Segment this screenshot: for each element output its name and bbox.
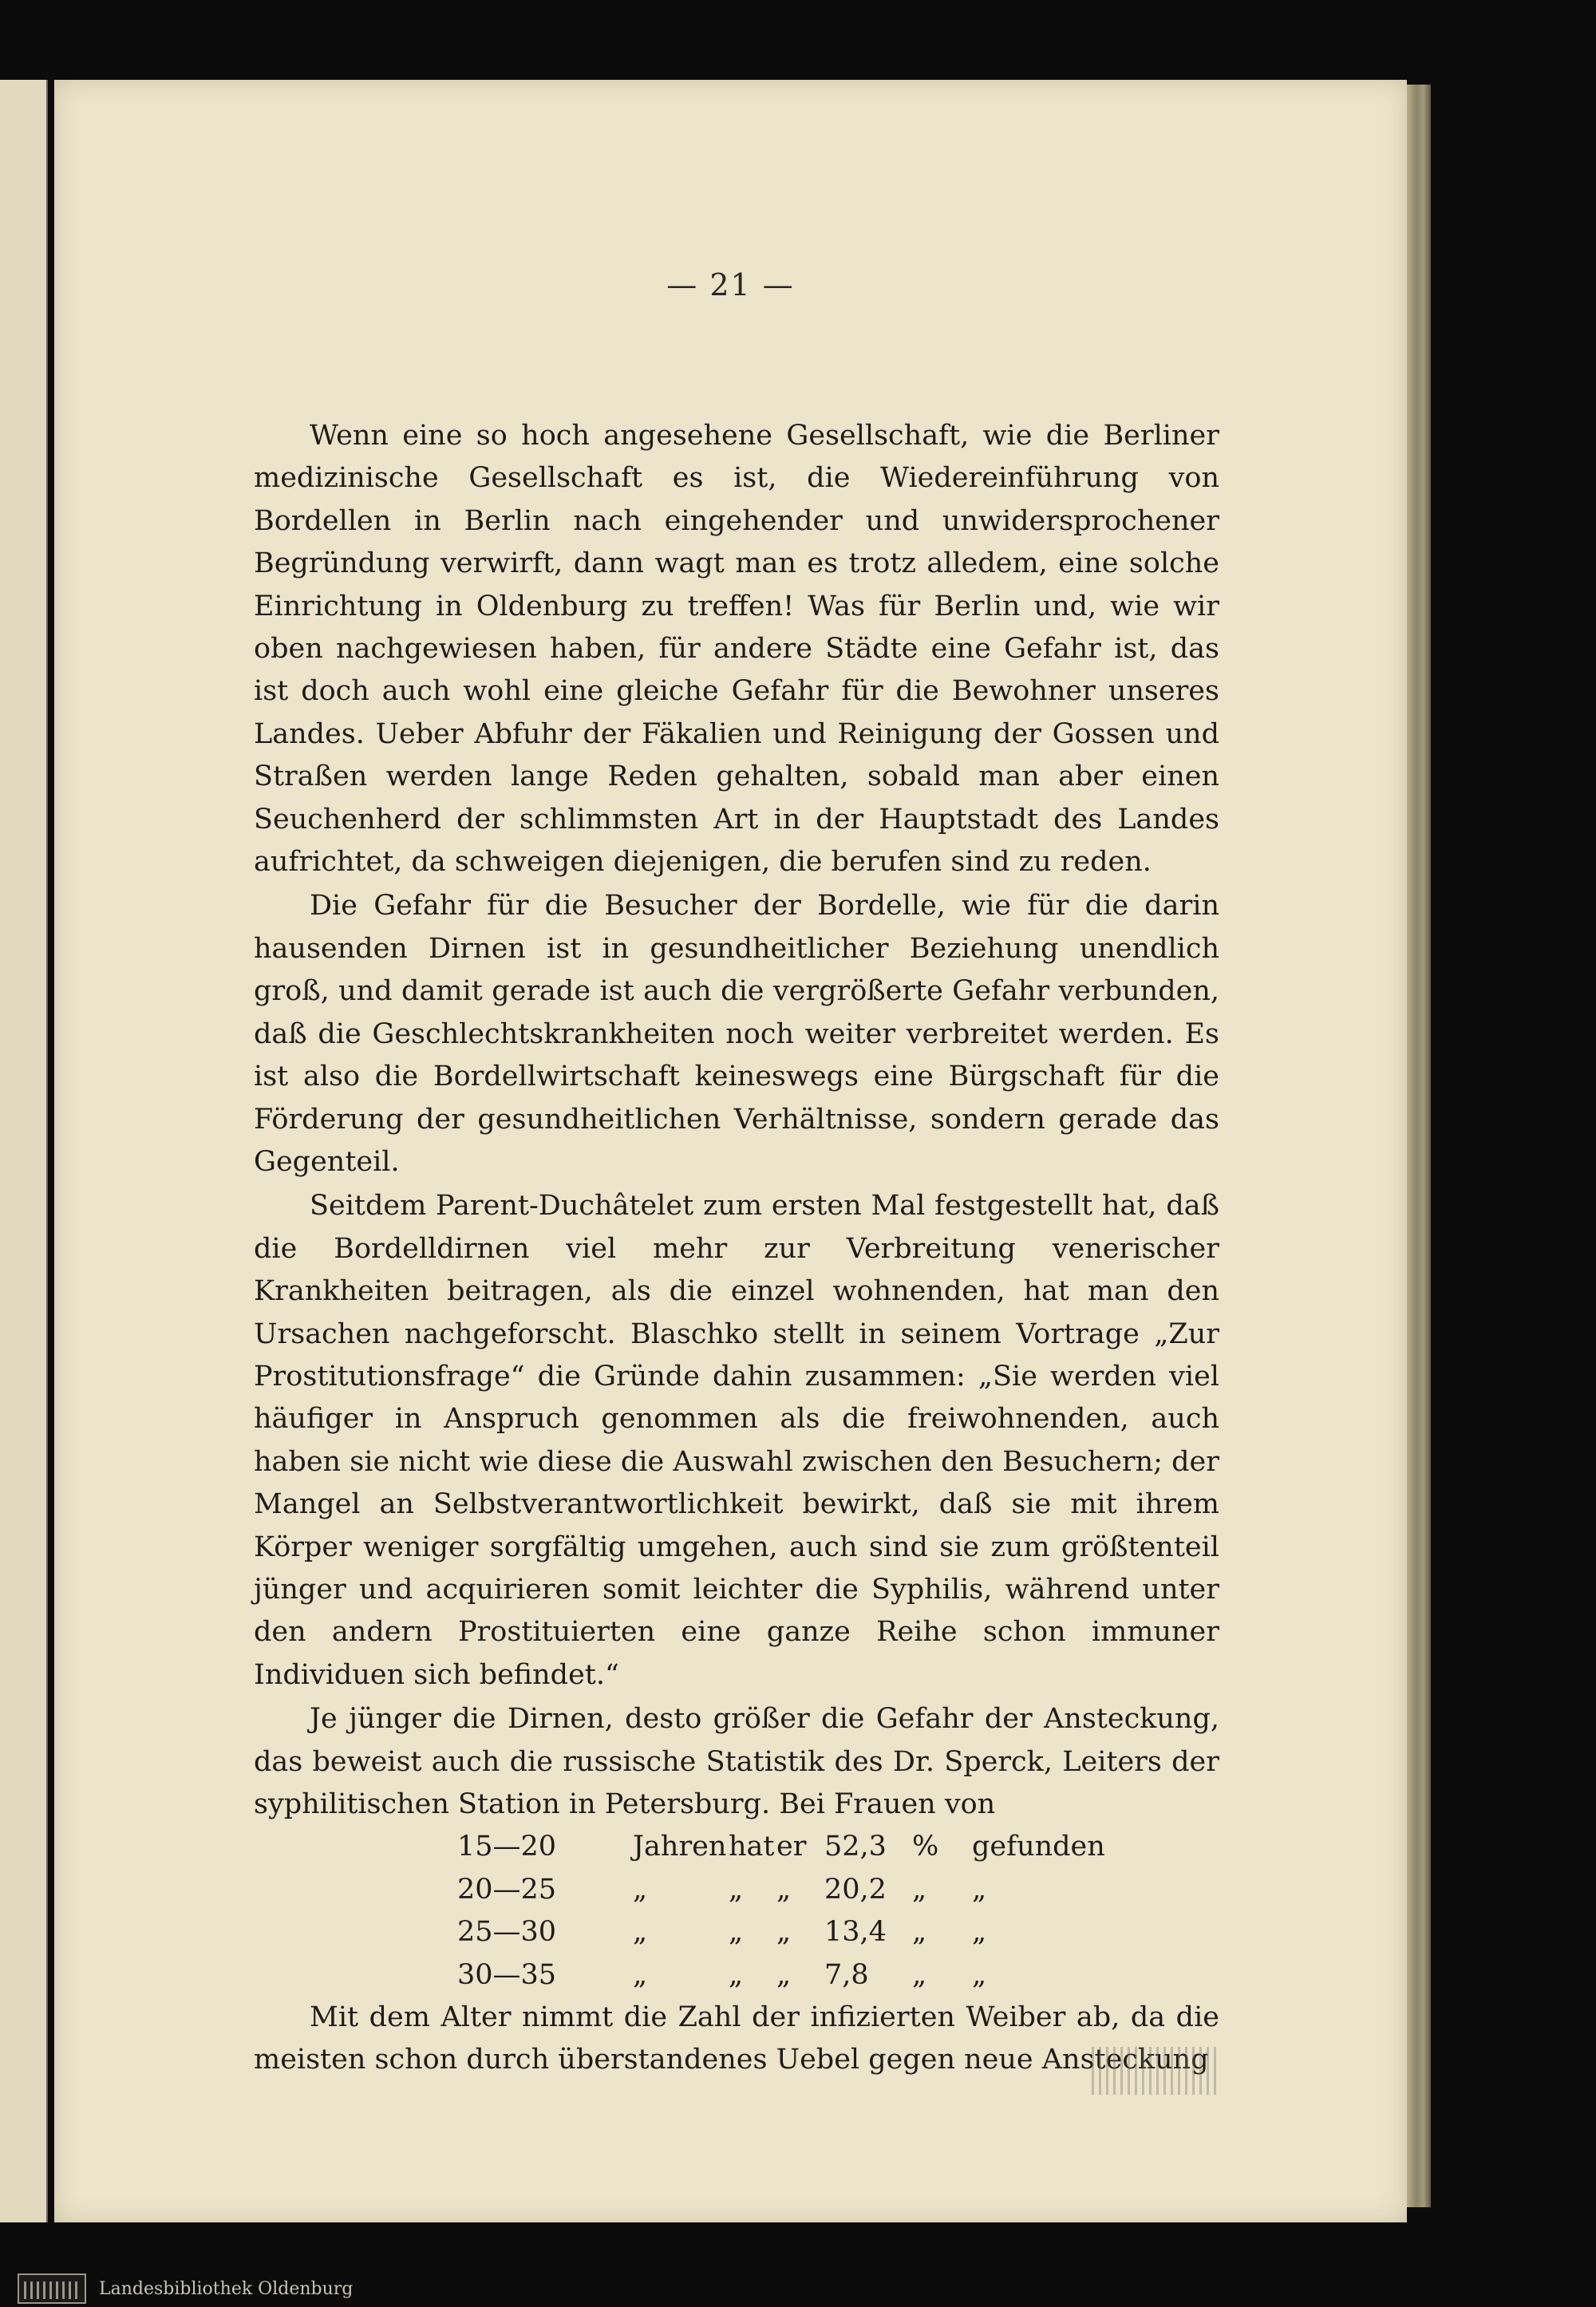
stat-word: er [776,1831,807,1863]
stat-word: Jahren [633,1831,727,1863]
statistics-row [254,1911,1219,1953]
footer-library-name: Landesbibliothek Oldenburg [99,2278,354,2299]
ditto-mark: „ [912,1873,927,1906]
library-building-icon [18,2273,86,2304]
age-range: 30—35 [457,1958,557,1991]
ditto-mark: „ [912,1958,927,1991]
statistics-row [254,1954,1219,1997]
statistics-row [254,1826,1219,1868]
closing-paragraph: Mit dem Alter nimmt die Zahl der infizierten Weiber ab, da die meisten schon durch überstandenes Uebel gegen neue Ansteckung [254,2001,1219,2076]
paragraph-4: Je jünger die Dirnen, desto größer die Gefahr der Ansteckung, das beweist auch die russische Statistik des Dr. Sperck, Leiters der syphilitischen Station in Petersburg. Bei Frauen von [254,1703,1219,1820]
page-number: — 21 — [666,267,795,302]
ditto-mark: „ [776,1916,792,1949]
paragraph-3: Seitdem Parent-Duchâtelet zum ersten Mal festgestellt hat, daß die Bordelldirnen viel mehr zur Verbreitung venerischer Krankheiten beitragen, als die einzel wohnenden, hat man den Ursachen nachgeforscht. Blaschko stellt in seinem Vortrage „Zur Prostitutionsfrage“ die Gründe dahin zusammen: „Sie werden viel häufiger in Anspruch genommen als die freiwohnenden, auch haben sie nicht wie diese die Auswahl zwischen den Besuchern; der Mangel an Selbstverantwortlichkeit bewirkt, daß sie mit ihrem Körper weniger sorgfältig umgehen, auch sind sie zum größtenteil jünger und acquirieren somit leichter die Syphilis, während unter den andern Prostituierten eine ganze Reihe schon immuner Individuen sich befindet.“ [254,1190,1219,1691]
age-range: 25—30 [457,1916,557,1949]
ditto-mark: „ [972,1873,987,1906]
paragraph-1: Wenn eine so hoch angesehene Gesellschaft, wie die Berliner medizinische Gesellschaft es ist, die Wiedereinführung von Bordellen in Berlin nach eingehender und unwidersprochener Begründung verwirft, dann wagt man es trotz alledem, eine solche Einrichtung in Oldenburg zu treffen! Was für Berlin und, wie wir oben nachgewiesen haben, für andere Städte eine Gefahr ist, das ist doch auch wohl eine gleiche Gefahr für die Bewohner unseres Landes. Ueber Abfuhr der Fäkalien und Reinigung der Gossen und Straßen werden lange Reden gehalten, sobald man aber einen Seuchenherd der schlimmsten Art in der Hauptstadt des Landes aufrichtet, da schweigen diejenigen, die berufen sind zu reden. [254,420,1219,879]
statistics-table [254,1826,1219,1997]
stat-value: 20,2 [824,1873,887,1906]
stat-word: hat [729,1831,775,1863]
ditto-mark: „ [729,1958,744,1991]
footer-bar [0,2270,479,2307]
ditto-mark: „ [972,1958,987,1991]
left-page-edge [0,80,48,2222]
ditto-mark: „ [633,1958,648,1991]
statistics-row [254,1869,1219,1911]
library-stamp [1092,2047,1219,2095]
page-edge [1407,85,1431,2207]
ditto-mark: „ [912,1916,927,1949]
age-range: 20—25 [457,1873,557,1906]
stat-value: 13,4 [824,1916,887,1949]
paragraph-2: Die Gefahr für die Besucher der Bordelle, wie für die darin hausenden Dirnen ist in gesundheitlicher Beziehung unendlich groß, und damit gerade ist auch die vergrößerte Gefahr verbunden, daß die Geschlechtskrankheiten noch weiter verbreitet werden. Es ist also die Bordellwirtschaft keineswegs eine Bürgschaft für die Förderung der gesundheitlichen Verhältnisse, sondern gerade das Gegenteil. [254,890,1219,1178]
body-text [254,415,1219,2082]
ditto-mark: „ [776,1958,792,1991]
stat-value: 52,3 [824,1831,887,1863]
stat-unit: % [912,1831,939,1863]
ditto-mark: „ [729,1873,744,1906]
stat-word: gefunden [972,1831,1105,1863]
age-range: 15—20 [457,1831,557,1863]
book-page [54,80,1407,2222]
ditto-mark: „ [776,1873,792,1906]
ditto-mark: „ [633,1916,648,1949]
ditto-mark: „ [729,1916,744,1949]
ditto-mark: „ [972,1916,987,1949]
ditto-mark: „ [633,1873,648,1906]
stat-value: 7,8 [824,1958,869,1991]
